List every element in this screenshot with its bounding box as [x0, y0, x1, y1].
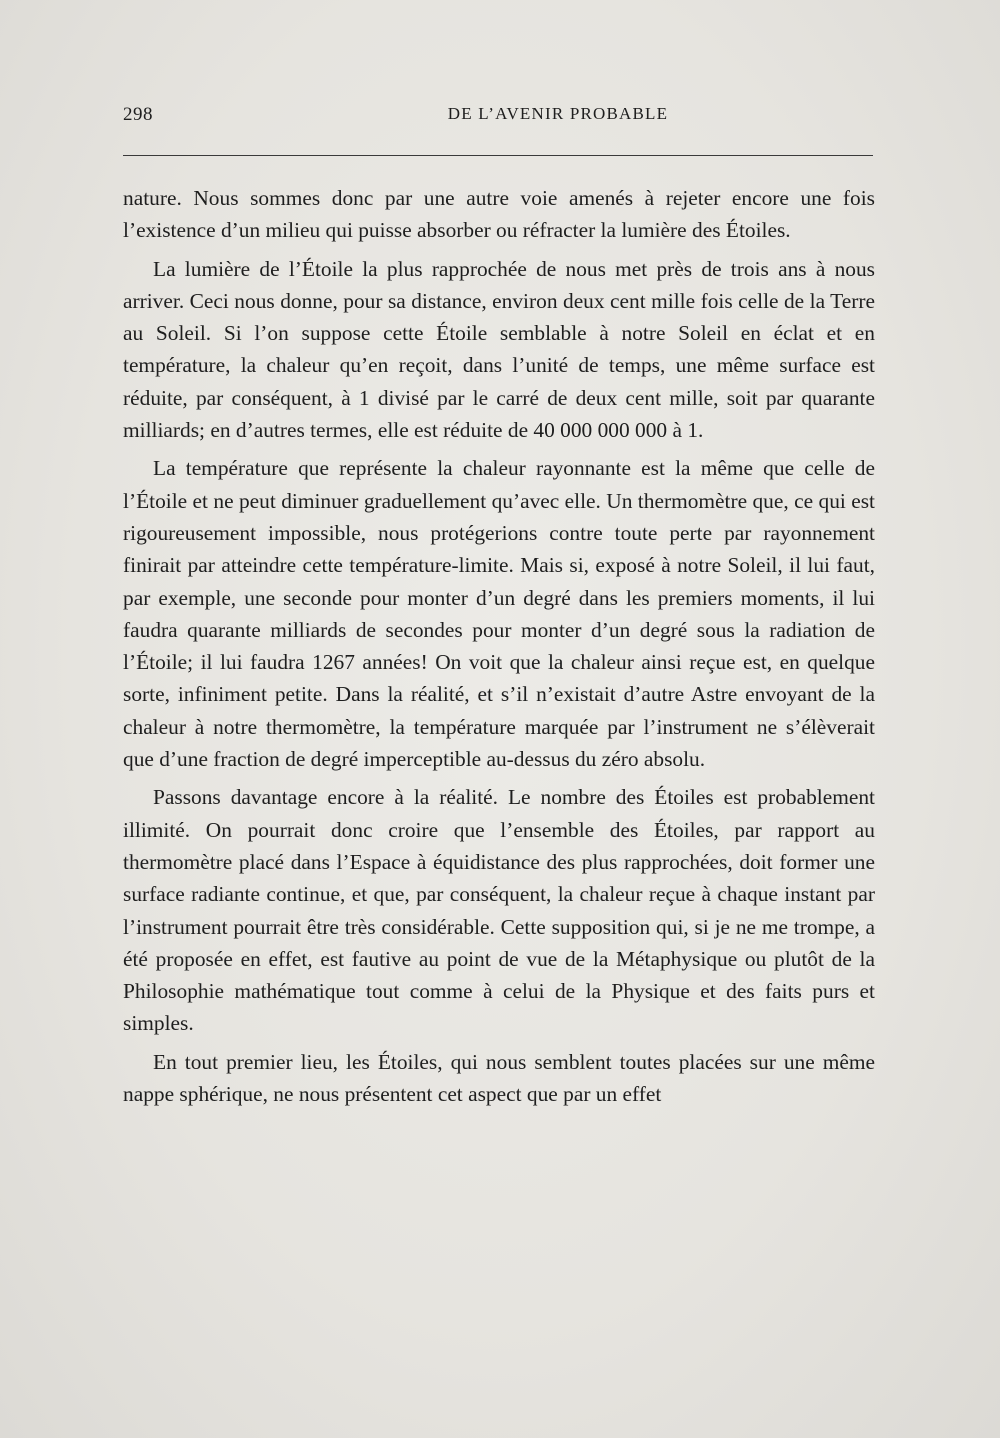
body-text — [123, 182, 875, 1110]
paragraph: La température que représente la chaleur rayonnante est la même que celle de l’Étoile et ne peut diminuer graduellement qu’avec elle. Un thermomètre que, ce qui est rigoureusement impossible, nous protégerions contre toute perte par rayonnement finirait par atteindre cette température-limite. Mais si, exposé à notre Soleil, il lui faut, par exemple, une seconde pour monter d’un degré dans les premiers moments, il lui faudra quarante milliards de secondes pour monter d’un degré sous la radiation de l’Étoile; il lui faudra 1267 années! On voit que la chaleur ainsi reçue est, en quelque sorte, infiniment petite. Dans la réalité, et s’il n’existait d’autre Astre envoyant de la chaleur à notre thermomètre, la température marquée par l’instrument ne s’élèverait que d’une fraction de degré imperceptible au-dessus du zéro absolu. — [123, 456, 875, 772]
header-rule — [123, 155, 873, 156]
paragraph-continuation: nature. Nous sommes donc par une autre voie amenés à rejeter encore une fois l’existence d’un milieu qui puisse absorber ou réfracter la lumière des Étoiles. — [123, 186, 875, 243]
paragraph: Passons davantage encore à la réalité. Le nombre des Étoiles est probablement illimité. On pourrait donc croire que l’ensemble des Étoiles, par rapport au thermomètre placé dans l’Espace à équidistance des plus rapprochées, doit former une surface radiante continue, et que, par conséquent, la chaleur reçue à chaque instant par l’instrument pourrait être très considérable. Cette supposition qui, si je ne me trompe, a été proposée en effet, est fautive au point de vue de la Métaphysique ou plutôt de la Philosophie mathématique tout comme à celui de la Physique et des faits purs et simples. — [123, 785, 875, 1036]
page-number: 298 — [123, 104, 153, 125]
paragraph: La lumière de l’Étoile la plus rapprochée de nous met près de trois ans à nous arriver. Ceci nous donne, pour sa distance, environ deux cent mille fois celle de la Terre au Soleil. Si l’on suppose cette Étoile semblable à notre Soleil en éclat et en température, la chaleur qu’en reçoit, dans l’unité de temps, une même surface est réduite, par conséquent, à 1 divisé par le carré de deux cent mille, soit par quarante milliards; en d’autres termes, elle est réduite de 40 000 000 000 à 1. — [123, 256, 875, 443]
paragraph: En tout premier lieu, les Étoiles, qui nous semblent toutes placées sur une même nappe sphérique, ne nous présentent cet aspect que par un effet — [123, 1049, 875, 1107]
running-title: DE L’AVENIR PROBABLE — [447, 104, 669, 123]
running-head — [123, 104, 873, 132]
